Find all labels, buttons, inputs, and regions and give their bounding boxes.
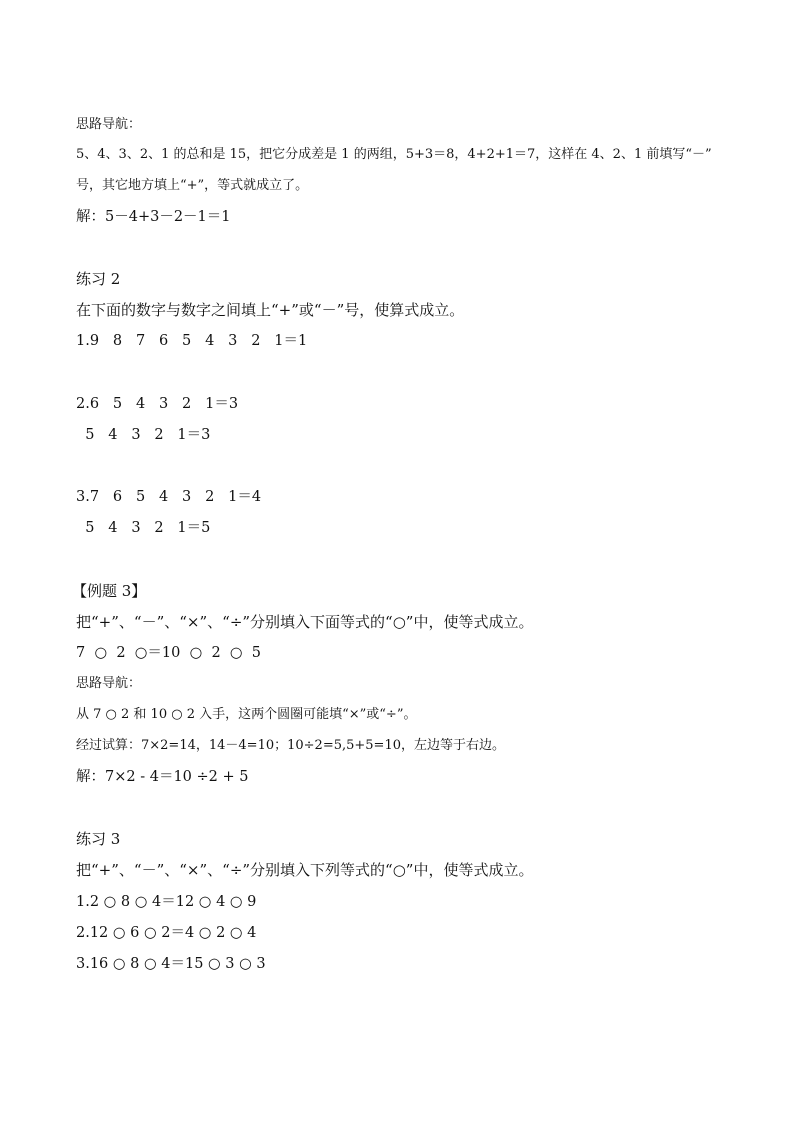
practice-2-question-2b: 5 4 3 2 1＝3 xyxy=(76,427,211,443)
practice-3-instruction: 把“+”、“－”、“×”、“÷”分别填入下列等式的“○”中，使等式成立。 xyxy=(76,861,534,879)
practice-2-title: 练习 2 xyxy=(76,270,121,288)
example-3-solution: 解：7×2 - 4＝10 ÷2 + 5 xyxy=(76,769,249,785)
practice-2-question-2a: 2.6 5 4 3 2 1＝3 xyxy=(76,396,239,412)
example-3-hint-title: 思路导航： xyxy=(76,676,142,691)
example-3-equation: 7 ○ 2 ○＝10 ○ 2 ○ 5 xyxy=(76,645,261,661)
hint-text-line-2: 号，其它地方填上“+”，等式就成立了。 xyxy=(76,178,309,193)
example-3-instruction: 把“+”、“－”、“×”、“÷”分别填入下面等式的“○”中，使等式成立。 xyxy=(76,613,534,631)
practice-3-question-3: 3.16 ○ 8 ○ 4＝15 ○ 3 ○ 3 xyxy=(76,956,266,972)
practice-2-question-3a: 3.7 6 5 4 3 2 1＝4 xyxy=(76,489,262,505)
practice-3-title: 练习 3 xyxy=(76,830,121,848)
hint-text-line-1: 5、4、3、2、1 的总和是 15，把它分成差是 1 的两组，5+3＝8，4+2+1＝7，这样在 4、2、1 前填写“－” xyxy=(76,147,712,162)
practice-2-question-3b: 5 4 3 2 1＝5 xyxy=(76,520,211,536)
example-3-hint-line-2: 经过试算：7×2=14，14－4=10；10÷2=5,5+5=10，左边等于右边。 xyxy=(76,738,505,753)
hint-title: 思路导航： xyxy=(76,117,142,132)
solution-line: 解：5－4+3－2－1＝1 xyxy=(76,209,231,225)
example-3-title: 【例题 3】 xyxy=(72,582,147,600)
practice-2-question-1: 1.9 8 7 6 5 4 3 2 1＝1 xyxy=(76,333,308,349)
practice-3-question-2: 2.12 ○ 6 ○ 2＝4 ○ 2 ○ 4 xyxy=(76,925,257,941)
example-3-hint-line-1: 从 7 ○ 2 和 10 ○ 2 入手，这两个圆圈可能填“×”或“÷”。 xyxy=(76,707,417,722)
practice-2-instruction: 在下面的数字与数字之间填上“+”或“－”号，使算式成立。 xyxy=(76,301,465,319)
practice-3-question-1: 1.2 ○ 8 ○ 4＝12 ○ 4 ○ 9 xyxy=(76,894,257,910)
